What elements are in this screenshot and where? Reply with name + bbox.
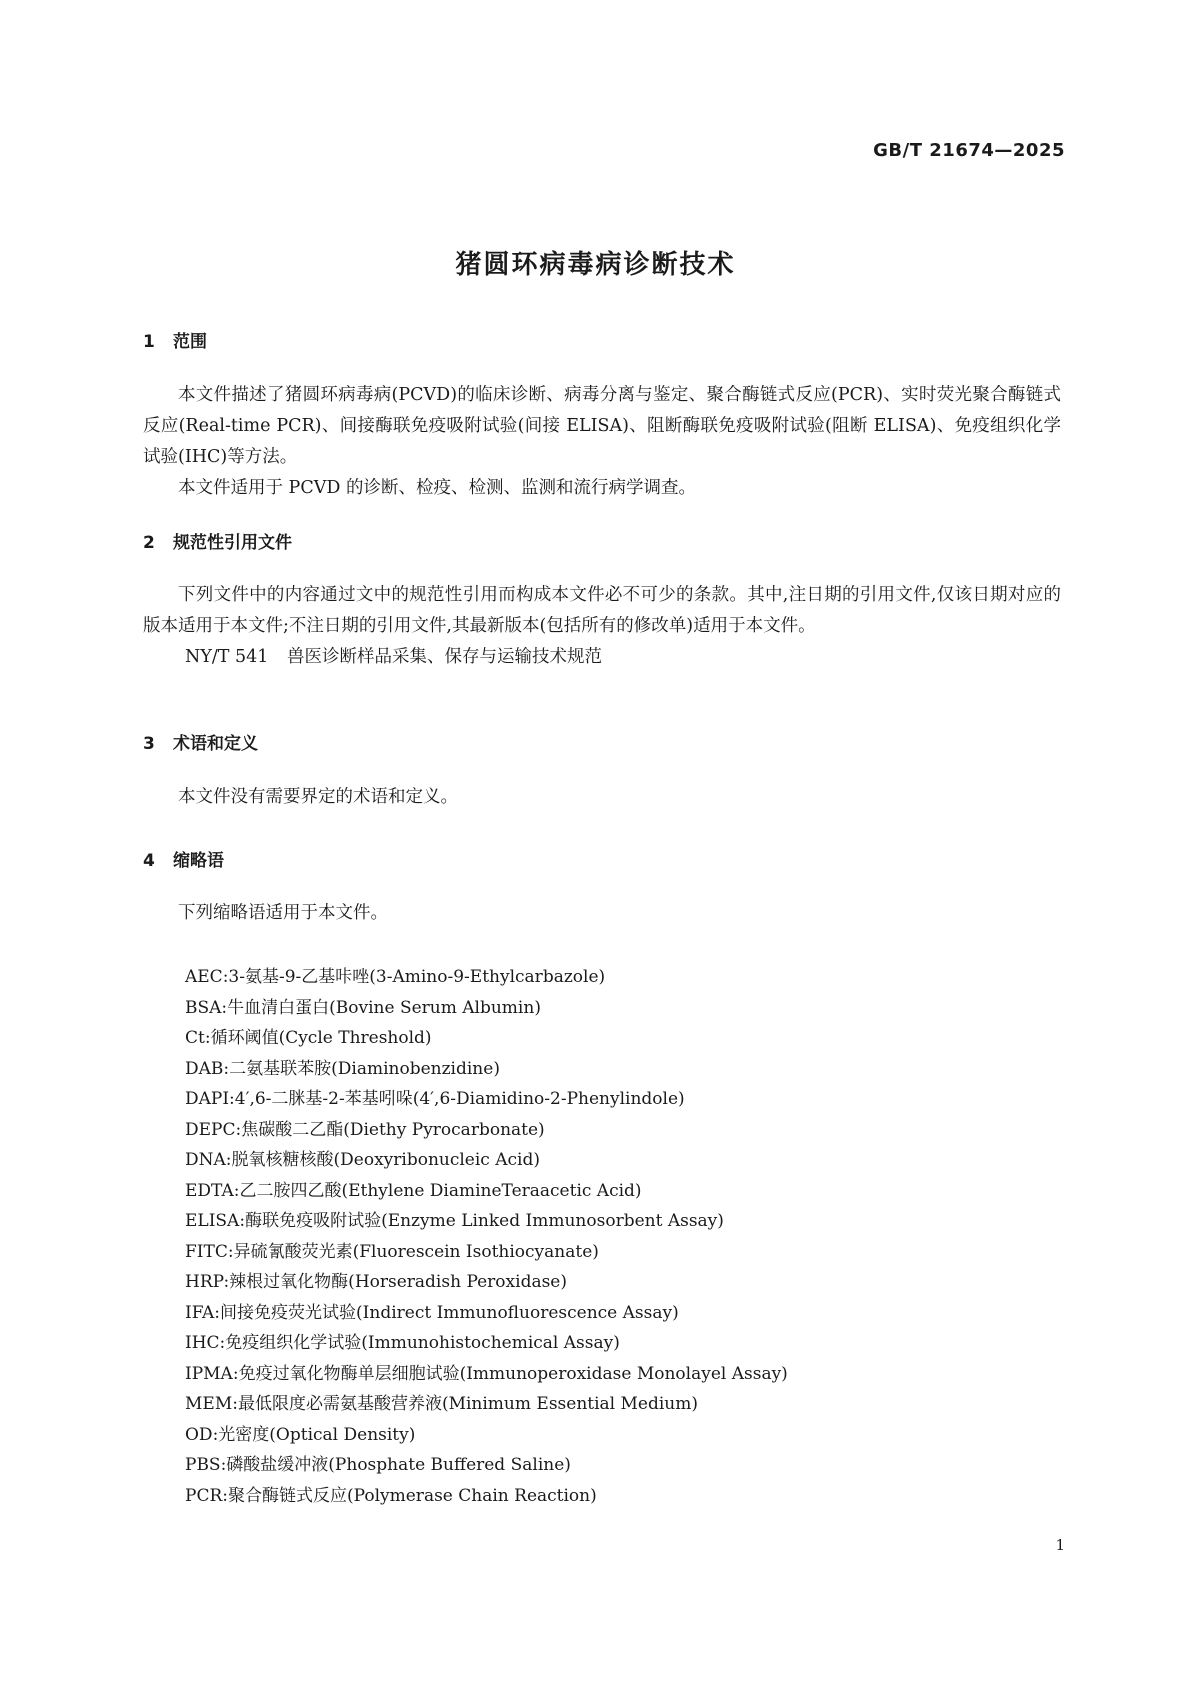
abbreviation-item: AEC:3-氨基-9-乙基咔唑(3-Amino-9-Ethylcarbazole): [185, 967, 606, 987]
abbreviation-item: PCR:聚合酶链式反应(Polymerase Chain Reaction): [185, 1485, 597, 1506]
section-heading-terms: [143, 729, 258, 754]
terms-paragraph: 本文件没有需要界定的术语和定义。: [178, 787, 458, 807]
abbreviation-item: IFA:间接免疫荧光试验(Indirect Immunofluorescence Assay): [185, 1302, 679, 1323]
section-heading-abbreviations: [143, 846, 224, 871]
abbreviation-item: DAB:二氨基联苯胺(Diaminobenzidine): [185, 1058, 500, 1079]
section-heading-scope: [143, 327, 207, 352]
abbreviations-intro-block: [143, 898, 1061, 929]
abbreviation-item: PBS:磷酸盐缓冲液(Phosphate Buffered Saline): [185, 1455, 571, 1475]
normative-references-body: [143, 580, 1061, 673]
reference-entry: [143, 642, 1061, 673]
section-number: 4: [143, 851, 155, 871]
abbreviation-item: ELISA:酶联免疫吸附试验(Enzyme Linked Immunosorbent Assay): [185, 1211, 724, 1231]
abbreviation-item: Ct:循环阈值(Cycle Threshold): [185, 1028, 432, 1048]
page-number: 1: [1055, 1536, 1065, 1554]
abbreviation-item: BSA:牛血清白蛋白(Bovine Serum Albumin): [185, 997, 541, 1018]
scope-paragraph-2: 本文件适用于 PCVD 的诊断、检疫、检测、监测和流行病学调查。: [178, 478, 696, 498]
abbreviation-item: OD:光密度(Optical Density): [185, 1424, 416, 1445]
abbreviation-item: DNA:脱氧核糖核酸(Deoxyribonucleic Acid): [185, 1150, 540, 1170]
abbreviation-item: MEM:最低限度必需氨基酸营养液(Minimum Essential Medium): [185, 1394, 699, 1414]
scope-paragraph-1: 本文件描述了猪圆环病毒病(PCVD)的临床诊断、病毒分离与鉴定、聚合酶链式反应(PCR)、实时荧光聚合酶链式反应(Real-time PCR)、间接酶联免疫吸附试验(间接 ELISA)、阻断酶联免疫吸附试验(阻断 ELISA)、免疫组织化学试验(IHC)等方法。: [143, 385, 1061, 467]
abbreviation-item: HRP:辣根过氧化物酶(Horseradish Peroxidase): [185, 1272, 568, 1292]
section-title: 术语和定义: [173, 734, 258, 754]
section-heading-normative-references: [143, 528, 292, 553]
abbreviation-item: IHC:免疫组织化学试验(Immunohistochemical Assay): [185, 1333, 620, 1353]
section-title: 缩略语: [173, 851, 224, 871]
scope-body: [143, 380, 1061, 504]
abbreviation-item: EDTA:乙二胺四乙酸(Ethylene DiamineTeraacetic Acid): [185, 1180, 642, 1201]
abbreviation-item: DEPC:焦碳酸二乙酯(Diethy Pyrocarbonate): [185, 1119, 545, 1140]
abbreviation-list: [185, 962, 788, 1511]
section-number: 3: [143, 734, 155, 754]
section-title: 规范性引用文件: [173, 533, 292, 553]
standard-code: GB/T 21674—2025: [873, 140, 1065, 161]
section-number: 1: [143, 332, 155, 352]
reference-code: NY/T 541: [185, 647, 269, 667]
section-title: 范围: [173, 332, 207, 352]
abbreviations-intro: 下列缩略语适用于本文件。: [178, 903, 388, 923]
normative-references-paragraph: 下列文件中的内容通过文中的规范性引用而构成本文件必不可少的条款。其中,注日期的引用文件,仅该日期对应的版本适用于本文件;不注日期的引用文件,其最新版本(包括所有的修改单)适用于本文件。: [143, 585, 1061, 636]
abbreviation-item: FITC:异硫氰酸荧光素(Fluorescein Isothiocyanate): [185, 1241, 599, 1262]
abbreviation-item: DAPI:4′,6-二脒基-2-苯基吲哚(4′,6-Diamidino-2-Phenylindole): [185, 1089, 685, 1109]
section-number: 2: [143, 533, 155, 553]
abbreviation-item: IPMA:免疫过氧化物酶单层细胞试验(Immunoperoxidase Monolayel Assay): [185, 1363, 788, 1384]
terms-body: [143, 782, 1061, 813]
reference-title: 兽医诊断样品采集、保存与运输技术规范: [287, 647, 602, 667]
document-title: 猪圆环病毒病诊断技术: [455, 250, 736, 280]
